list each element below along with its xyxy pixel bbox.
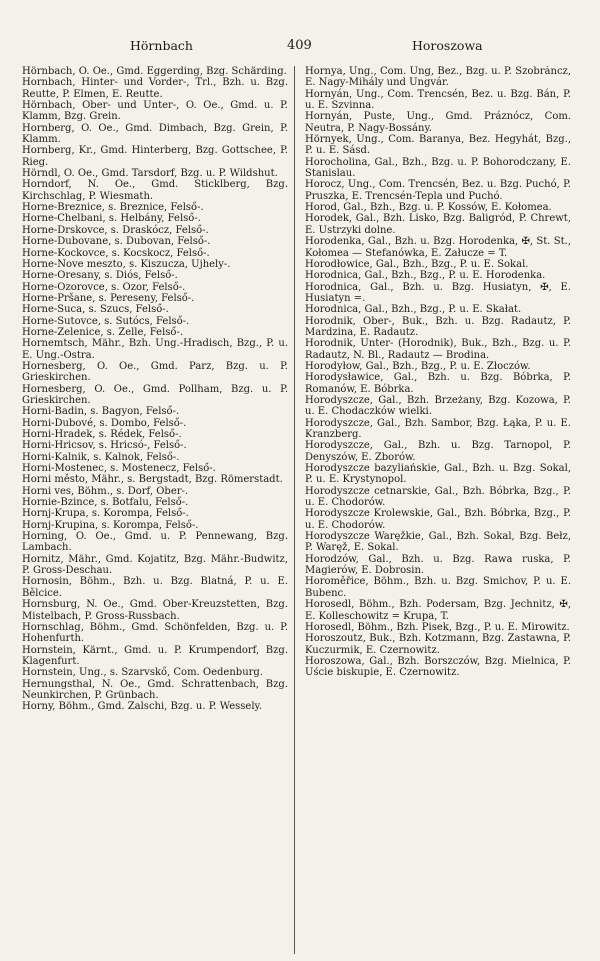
gazetteer-entry: Hornie-Bzince, s. Botfalu, Felső-. bbox=[22, 497, 189, 509]
gazetteer-entry: Hornyán, Ung., Com. Trencsén, Bez. u. Bzg. Bán, P. u. E. Szvinna. bbox=[305, 88, 571, 112]
gazetteer-entry: Horne-Oresany, s. Diós, Felső-. bbox=[22, 270, 178, 282]
left-column bbox=[22, 66, 288, 956]
gazetteer-entry: Horodyszcze, Gal., Bzh. u. Bzg. Tarnopol, P. Denyszów, E. Zborów. bbox=[305, 440, 571, 463]
gazetteer-entry: Hornstein, Kärnt., Gmd. u. P. Krumpendorf, Bzg. Klagenfurt. bbox=[22, 644, 288, 667]
gazetteer-entry: Horne-Breznice, s. Breznice, Felső-. bbox=[22, 202, 204, 214]
gazetteer-entry: Hornsburg, N. Oe., Gmd. Ober-Kreuzstetten, Bzg. Mistelbach, P. Gross-Russbach. bbox=[22, 599, 288, 622]
gazetteer-entry: Hornosin, Böhm., Bzh. u. Bzg. Blatná, P. u. E. Bělcice. bbox=[22, 576, 288, 599]
gazetteer-entry: Horodnica, Gal., Bzh., Bzg., P. u. E. Horodenka. bbox=[305, 270, 546, 282]
gazetteer-entry: Horodyszcze Waręžkie, Gal., Bzh. Sokal, Bzg. Bełz, P. Waręž, E. Sokal. bbox=[305, 531, 571, 554]
gazetteer-entry: Hornitz, Mähr., Gmd. Kojatitz, Bzg. Mähr.-Budwitz, P. Gross-Deschau. bbox=[22, 553, 288, 577]
gazetteer-entry: Horne-Drskovce, s. Draskócz, Felső-. bbox=[22, 224, 209, 236]
gazetteer-entry: Horne-Sutovce, s. Sutócs, Felső-. bbox=[22, 315, 190, 327]
gazetteer-entry: Horodnik, Unter- (Horodnik), Buk., Bzh., Bzg. u. P. Radautz, N. Bl., Radautz — Brodina. bbox=[305, 338, 571, 361]
gazetteer-entry: Horne-Nove meszto, s. Kiszucza, Ujhely-. bbox=[22, 258, 231, 270]
gazetteer-entry: Horne-Zelenice, s. Zelle, Felső-. bbox=[22, 326, 184, 338]
gazetteer-entry: Horodyłow, Gal., Bzh., Bzg., P. u. E. Złoczów. bbox=[305, 360, 531, 372]
gazetteer-entry: Horodenka, Gal., Bzh. u. Bzg. Horodenka, ✠, St. St., Kołomea — Stefanówka, E. Załucze = T. bbox=[305, 236, 571, 259]
gazetteer-entry: Horodłowice, Gal., Bzh., Bzg., P. u. E. Sokal. bbox=[305, 258, 529, 270]
gazetteer-entry: Horodyszcze bazyliańskie, Gal., Bzh. u. Bzg. Sokal, P. u. E. Krystynopol. bbox=[305, 463, 571, 486]
gazetteer-entry: Horodyszcze, Gal., Bzh. Sambor, Bzg. Łąka, P. u. E. Kranzberg. bbox=[305, 417, 571, 440]
gazetteer-entry: Horoszowa, Gal., Bzh. Borszczów, Bzg. Mielnica, P. Uście biskupie, E. Czernowitz. bbox=[305, 655, 571, 679]
gazetteer-entry: Horodnica, Gal., Bzh., Bzg., P. u. E. Skałat. bbox=[305, 304, 522, 316]
gazetteer-entry: Horocholina, Gal., Bzh., Bzg. u. P. Bohorodczany, E. Stanislau. bbox=[305, 156, 571, 180]
gazetteer-entry: Horodnica, Gal., Bzh. u. Bzg. Husiatyn, ✠, E. Husiatyn =. bbox=[305, 281, 571, 304]
gazetteer-entry: Horning, O. Oe., Gmd. u. P. Pennewang, Bzg. Lambach. bbox=[22, 531, 288, 554]
gazetteer-entry: Hornj-Krupina, s. Korompa, Felső-. bbox=[22, 519, 199, 531]
gazetteer-entry: Hernungsthal, N. Oe., Gmd. Schrattenbach, Bzg. Neunkirchen, P. Grünbach. bbox=[22, 678, 288, 701]
gazetteer-entry: Hörnbach, Ober- und Unter-, O. Oe., Gmd. u. P. Klamm, Bzg. Grein. bbox=[22, 100, 288, 123]
header-left-word: Hörnbach bbox=[130, 38, 193, 53]
gazetteer-entry: Horne-Dubovane, s. Dubovan, Felső-. bbox=[22, 236, 211, 248]
gazetteer-entry: Horne-Ozorovce, s. Ozor, Felső-. bbox=[22, 281, 186, 293]
gazetteer-entry: Hörndl, O. Oe., Gmd. Tarsdorf, Bzg. u. P. Wildshut. bbox=[22, 168, 278, 180]
gazetteer-entry: Hörnyek, Ung., Com. Baranya, Bez. Hegyhát, Bzg., P. u. E. Sásd. bbox=[305, 134, 571, 157]
header-right-word: Horoszowa bbox=[412, 38, 483, 53]
gazetteer-entry: Horni-Hricsov, s. Hricsó-, Felső-. bbox=[22, 440, 187, 452]
gazetteer-entry: Horni-Dubové, s. Dombo, Felső-. bbox=[22, 417, 187, 429]
gazetteer-entry: Horosedl, Böhm., Bzh. Pisek, Bzg., P. u. E. Mirowitz. bbox=[305, 621, 570, 633]
gazetteer-entry: Horoměřice, Böhm., Bzh. u. Bzg. Smichov, P. u. E. Bubenc. bbox=[305, 576, 571, 599]
gazetteer-entry: Hörnbach, O. Oe., Gmd. Eggerding, Bzg. Schärding. bbox=[22, 66, 287, 77]
gazetteer-entry: Horodek, Gal., Bzh. Lisko, Bzg. Baligród, P. Chrewt, E. Ustrzyki dolne. bbox=[305, 213, 571, 236]
right-column bbox=[305, 66, 571, 956]
gazetteer-entry: Horodyszcze cetnarskie, Gal., Bzh. Bóbrka, Bzg., P. u. E. Chodorów. bbox=[305, 485, 571, 509]
gazetteer-entry: Hornschlag, Böhm., Gmd. Schönfelden, Bzg. u. P. Hohenfurth. bbox=[22, 621, 288, 645]
gazetteer-entry: Horodnik, Ober-, Buk., Bzh. u. Bzg. Radautz, P. Mardzina, E. Radautz. bbox=[305, 315, 571, 338]
gazetteer-entry: Hornesberg, O. Oe., Gmd. Pollham, Bzg. u. P. Grieskirchen. bbox=[22, 383, 288, 406]
gazetteer-entry: Horne-Suca, s. Szucs, Felső-. bbox=[22, 304, 169, 316]
gazetteer-entry: Horod, Gal., Bzh., Bzg. u. P. Kossów, E. Kołomea. bbox=[305, 202, 552, 214]
page-number: 409 bbox=[287, 38, 312, 53]
gazetteer-entry: Horni město, Mähr., s. Bergstadt, Bzg. Römerstadt. bbox=[22, 474, 283, 486]
gazetteer-entry: Hornemtsch, Mähr., Bzh. Ung.-Hradisch, Bzg., P. u. E. Ung.-Ostra. bbox=[22, 338, 288, 361]
gazetteer-entry: Hornberg, O. Oe., Gmd. Dimbach, Bzg. Grein, P. Klamm. bbox=[22, 122, 288, 146]
gazetteer-entry: Hornbach, Hinter- und Vorder-, Trl., Bzh. u. Bzg. Reutte, P. Elmen, E. Reutte. bbox=[22, 77, 288, 100]
gazetteer-entry: Horodyszcze Krolewskie, Gal., Bzh. Bóbrka, Bzg., P. u. E. Chodorów. bbox=[305, 508, 571, 531]
gazetteer-entry: Horodysławice, Gal., Bzh. u. Bzg. Bóbrka, P. Romanów, E. Bóbrka. bbox=[305, 372, 571, 395]
gazetteer-entry: Horodzów, Gal., Bzh. u. Bzg. Rawa ruska, P. Magierów, E. Dobrosin. bbox=[305, 553, 571, 577]
gazetteer-entry: Horosedl, Böhm., Bzh. Podersam, Bzg. Jechnitz, ✠, E. Kolleschowitz = Krupa, T. bbox=[305, 599, 571, 622]
running-header bbox=[0, 38, 600, 56]
gazetteer-entry: Horne-Chelbani, s. Helbány, Felső-. bbox=[22, 213, 201, 225]
gazetteer-entry: Horni-Hradek, s. Rédek, Felső-. bbox=[22, 429, 182, 440]
gazetteer-entry: Horni ves, Böhm., s. Dorf, Ober-. bbox=[22, 485, 189, 497]
gazetteer-entry: Hornj-Krupa, s. Korompa, Felső-. bbox=[22, 508, 189, 520]
column-divider bbox=[294, 66, 295, 954]
gazetteer-entry: Horocz, Ung., Com. Trencsén, Bez. u. Bzg. Puchó, P. Pruszka, E. Trencsén-Tepla und Puchó. bbox=[305, 179, 571, 202]
gazetteer-entry: Horne-Pršane, s. Pereseny, Felső-. bbox=[22, 292, 195, 304]
gazetteer-entry: Horndorf, N. Oe., Gmd. Sticklberg, Bzg. Kirchschlag, P. Wiesmath. bbox=[22, 179, 288, 202]
gazetteer-entry: Hornesberg, O. Oe., Gmd. Parz, Bzg. u. P. Grieskirchen. bbox=[22, 360, 288, 384]
gazetteer-entry: Horne-Kockovce, s. Kocskocz, Felső-. bbox=[22, 247, 210, 259]
gazetteer-entry: Horoszoutz, Buk., Bzh. Kotzmann, Bzg. Zastawna, P. Kuczurmik, E. Czernowitz. bbox=[305, 633, 571, 656]
gazetteer-entry: Horny, Böhm., Gmd. Zalschi, Bzg. u. P. Wessely. bbox=[22, 701, 263, 713]
gazetteer-entry: Horni-Kalnik, s. Kalnok, Felső-. bbox=[22, 451, 180, 463]
gazetteer-entry: Hornstein, Ung., s. Szarvskő, Com. Oedenburg. bbox=[22, 667, 263, 679]
gazetteer-entry: Hornyán, Puste, Ung., Gmd. Práznócz, Com. Neutra, P. Nagy-Bossány. bbox=[305, 111, 571, 134]
gazetteer-entry: Hornya, Ung., Com. Ung, Bez., Bzg. u. P. Szobráncz, E. Nagy-Mihály und Ungvár. bbox=[305, 66, 571, 89]
gazetteer-entry: Horodyszcze, Gal., Bzh. Brzeżany, Bzg. Kozowa, P. u. E. Chodaczków wielki. bbox=[305, 394, 571, 418]
gazetteer-entry: Horni-Badin, s. Bagyon, Felső-. bbox=[22, 406, 180, 418]
gazetteer-entry: Hornberg, Kr., Gmd. Hinterberg, Bzg. Gottschee, P. Rieg. bbox=[22, 145, 288, 168]
gazetteer-entry: Horni-Mostenec, s. Mostenecz, Felső-. bbox=[22, 463, 216, 475]
